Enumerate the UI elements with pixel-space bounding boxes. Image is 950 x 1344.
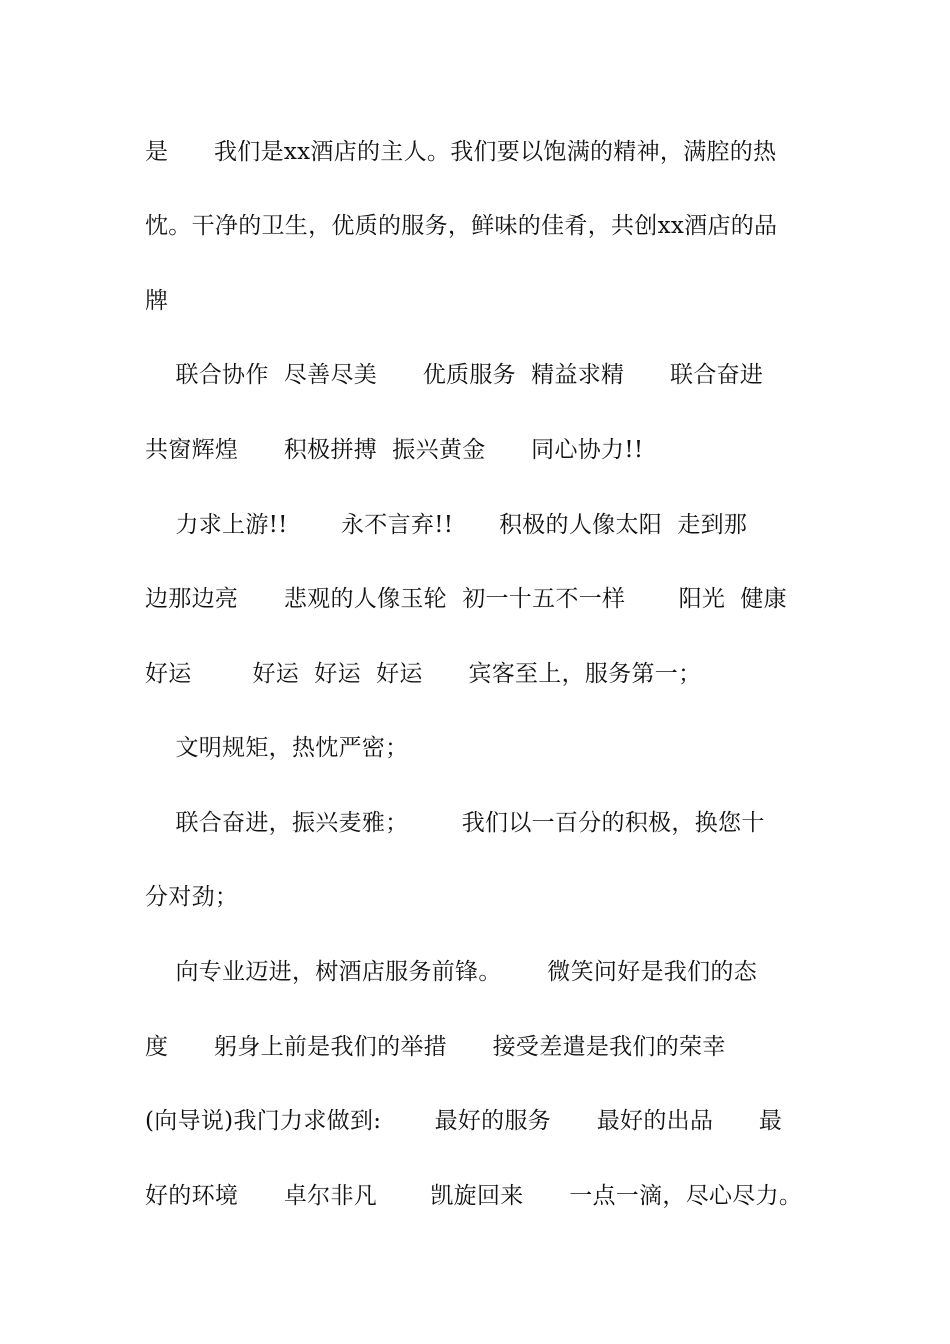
text-line: 好运 好运 好运 好运 宾客至上，服务第一； [145,661,702,687]
text-line: 忱。干净的卫生，优质的服务，鲜味的佳肴，共创xx酒店的品 [145,213,778,239]
text-line: 分对劲； [145,884,239,910]
text-line: (向导说)我门力求做到: 最好的服务 最好的出品 最 [145,1108,783,1134]
text-line: 向专业迈进，树酒店服务前锋。 微笑问好是我们的态 [145,959,758,985]
text-line: 是 我们是xx酒店的主人。我们要以饱满的精神，满腔的热 [145,139,777,165]
text-line: 好的环境 卓尔非凡 凯旋回来 一点一滴，尽心尽力。 [145,1183,803,1209]
text-line: 度 躬身上前是我们的举措 接受差遣是我们的荣幸 [145,1034,726,1060]
text-line: 牌 [145,288,169,314]
text-line: 联合奋进，振兴麦雅； 我们以一百分的积极，换您十 [145,810,765,836]
text-line: 文明规矩，热忱严密； [145,735,409,761]
text-line: 力求上游!! 永不言弃!! 积极的人像太阳 走到那 [145,512,748,538]
text-line: 边那边亮 悲观的人像玉轮 初一十五不一样 阳光 健康 [145,586,787,612]
text-line: 联合协作 尽善尽美 优质服务 精益求精 联合奋进 [145,362,764,388]
text-line: 共窗辉煌 积极拼搏 振兴黄金 同心协力!! [145,437,644,463]
